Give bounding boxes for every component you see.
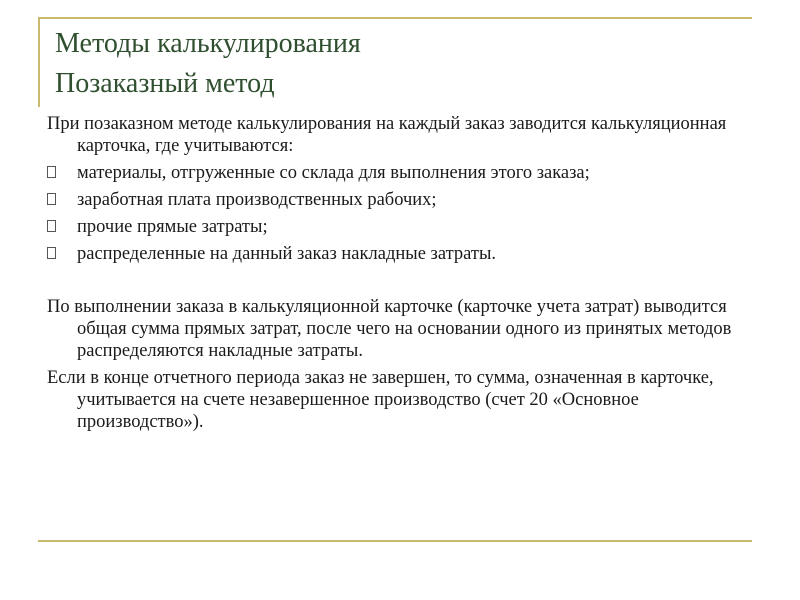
bullet-list: [47, 162, 747, 265]
title-line-1: Методы калькулирования: [55, 28, 361, 59]
summary-paragraph: По выполнении заказа в калькуляционной карточке (карточке учета затрат) выводится общая сумма прямых затрат, после чего на основании одного из принятых методов распределяются накладные затраты.: [47, 297, 732, 361]
list-item: [47, 189, 747, 211]
square-bullet-icon: [47, 193, 56, 205]
list-item-text: прочие прямые затраты;: [77, 217, 268, 237]
bottom-rule: [38, 540, 752, 542]
list-item: [47, 162, 747, 184]
list-item: [47, 216, 747, 238]
left-rule: [38, 17, 40, 107]
slide-body: [47, 113, 747, 438]
square-bullet-icon: [47, 247, 56, 259]
list-item: [47, 243, 747, 265]
list-item-text: распределенные на данный заказ накладные затраты.: [77, 244, 497, 264]
slide-title: [55, 24, 745, 104]
square-bullet-icon: [47, 220, 56, 232]
square-bullet-icon: [47, 166, 56, 178]
title-line-2: Позаказный метод: [55, 68, 275, 99]
period-end-paragraph: Если в конце отчетного периода заказ не завершен, то сумма, означенная в карточке, учитывается на счете незавершенное производство (счет 20 «Основное производство»).: [47, 368, 714, 432]
list-item-text: заработная плата производственных рабочих;: [77, 190, 437, 210]
top-rule: [38, 17, 752, 19]
intro-paragraph: При позаказном методе калькулирования на каждый заказ заводится калькуляционная карточка, где учитываются:: [47, 114, 727, 156]
list-item-text: материалы, отгруженные со склада для выполнения этого заказа;: [77, 163, 590, 183]
